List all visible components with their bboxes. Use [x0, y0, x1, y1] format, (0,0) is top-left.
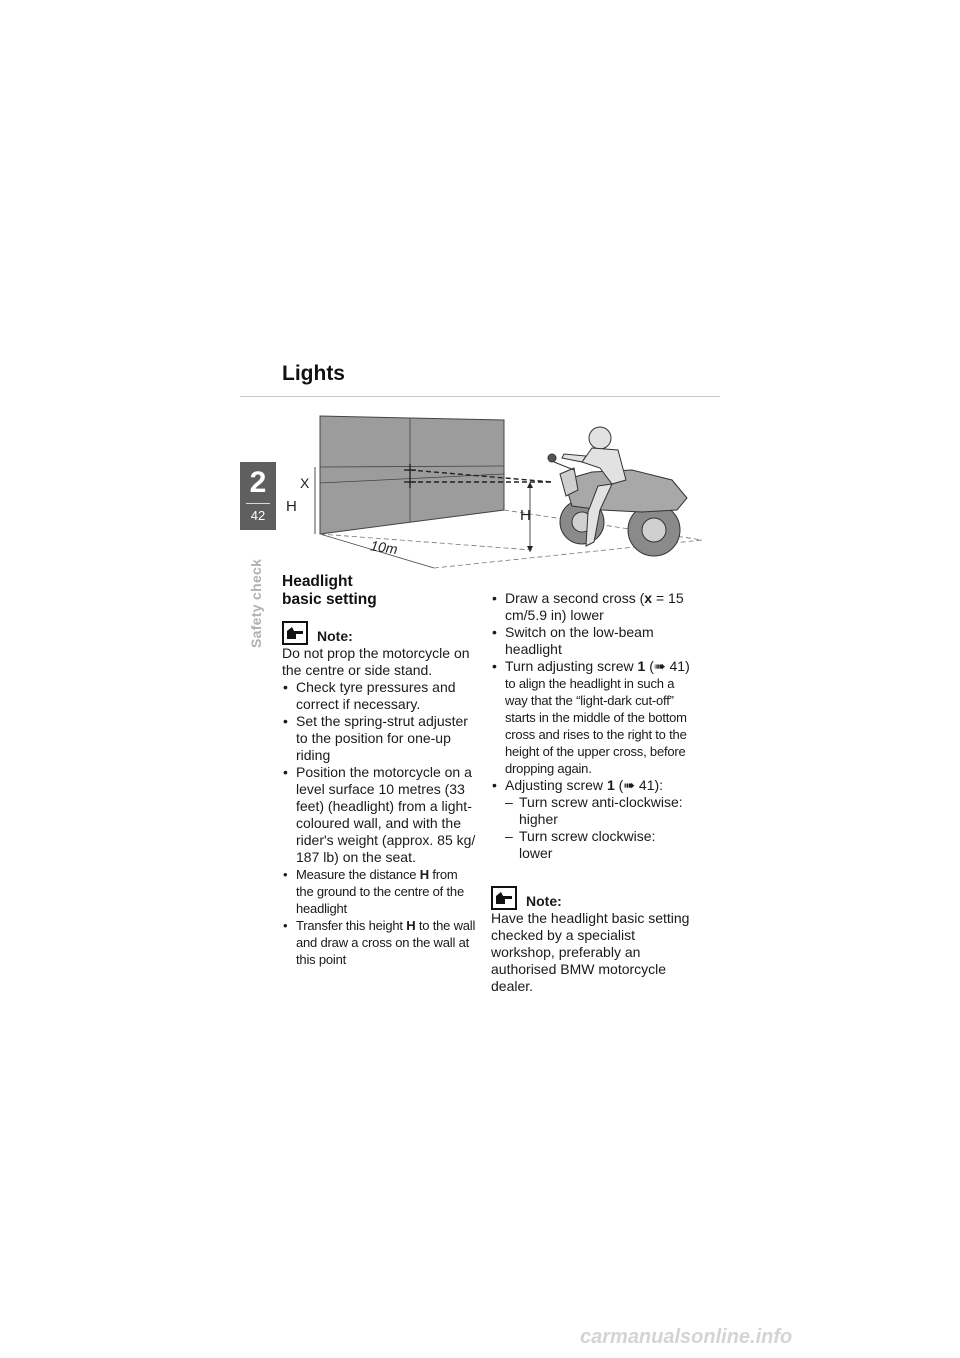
section-heading: Headlight basic setting [282, 573, 377, 608]
chapter-tab-divider [246, 503, 270, 504]
note-icon [282, 621, 308, 645]
page-title: Lights [282, 362, 345, 385]
note-block [282, 619, 478, 679]
note-label: Note: [526, 893, 562, 909]
adjust-steps-list [491, 590, 691, 862]
list-item: • Draw a second cross (x = 15 cm/5.9 in) lower [491, 590, 691, 624]
adjust-options-list [505, 794, 691, 862]
note-text: Do not prop the motorcycle on the centre or side stand. [282, 645, 470, 678]
watermark: carmanualsonline.info [580, 1326, 793, 1348]
chapter-side-label: Safety check [248, 558, 264, 648]
h-arrow-bottom [527, 546, 533, 552]
page-number: 42 [250, 508, 266, 523]
headlight-setting-illustration [282, 410, 702, 575]
label-distance: 10m [369, 537, 399, 558]
note-label: Note: [317, 628, 353, 644]
label-h-left: H [286, 498, 297, 515]
distance-line [320, 534, 532, 550]
chapter-number: 2 [249, 466, 267, 499]
list-item: • Turn adjusting screw 1 (➠ 41) to align the headlight in such a way that the “light-dark cut-off” starts in the middle of the bottom cross and rises to the right to the height of the upper cross, before dropping again. [491, 658, 691, 777]
note-icon [491, 886, 517, 910]
right-column [491, 590, 691, 995]
h-arrow-top [527, 482, 533, 488]
setup-steps-list [282, 679, 478, 968]
title-divider [240, 396, 720, 397]
list-item: • Measure the distance H from the ground to the centre of the headlight [282, 866, 478, 917]
label-h-right: H [520, 507, 531, 524]
list-item: – Turn screw clockwise: lower [505, 828, 691, 862]
list-item: • Adjusting screw 1 (➠ 41): – Turn screw anti-clockwise: higher – Turn screw clockwise: lower [491, 777, 691, 862]
list-item: • Check tyre pressures and correct if necessary. [282, 679, 478, 713]
list-item: • Transfer this height H to the wall and draw a cross on the wall at this point [282, 917, 478, 968]
chapter-tab [240, 462, 276, 530]
list-item: • Position the motorcycle on a level surface 10 metres (33 feet) (headlight) from a light-coloured wall, and with the rider's weight (approx. 85 kg/ 187 lb) on the seat. [282, 764, 478, 866]
list-item: • Set the spring-strut adjuster to the position for one-up riding [282, 713, 478, 764]
left-column [282, 573, 478, 968]
note-block [491, 884, 691, 995]
list-item: – Turn screw anti-clockwise: higher [505, 794, 691, 828]
list-item: • Switch on the low-beam headlight [491, 624, 691, 658]
note-text: Have the headlight basic setting checked by a specialist workshop, preferably an authorised BMW motorcycle dealer. [491, 910, 690, 994]
label-x: X [300, 475, 310, 491]
